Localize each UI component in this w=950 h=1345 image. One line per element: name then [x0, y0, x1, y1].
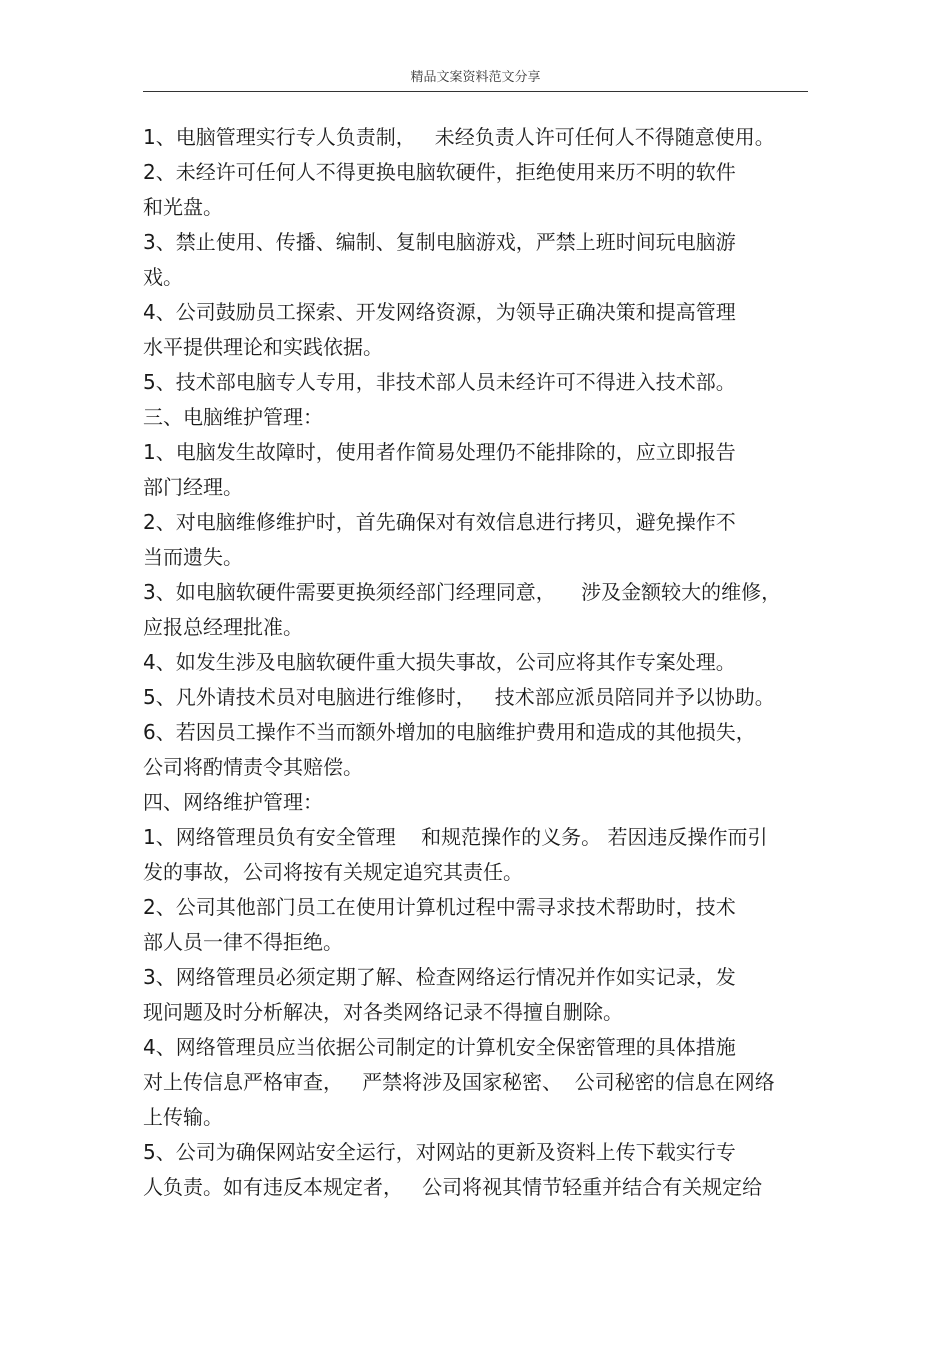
text-line: 3、禁止使用、传播、编制、复制电脑游戏，严禁上班时间玩电脑游 [143, 230, 736, 254]
text-line: 部人员一律不得拒绝。 [143, 930, 343, 954]
document-body [143, 120, 808, 1205]
text-line: 水平提供理论和实践依据。 [143, 335, 383, 359]
text-line: 1、网络管理员负有安全管理 和规范操作的义务。 若因违反操作而引 [143, 825, 768, 849]
text-line: 对上传信息严格审查， 严禁将涉及国家秘密、 公司秘密的信息在网络 [143, 1070, 775, 1094]
header-divider [143, 91, 808, 92]
text-line: 发的事故，公司将按有关规定追究其责任。 [143, 860, 523, 884]
text-line: 1、电脑发生故障时，使用者作简易处理仍不能排除的，应立即报告 [143, 440, 736, 464]
text-line: 戏。 [143, 265, 183, 289]
text-line: 4、网络管理员应当依据公司制定的计算机安全保密管理的具体措施 [143, 1035, 736, 1059]
text-line: 6、若因员工操作不当而额外增加的电脑维护费用和造成的其他损失， [143, 720, 756, 744]
section-heading: 四、网络维护管理： [143, 790, 323, 814]
text-line: 1、电脑管理实行专人负责制， 未经负责人许可任何人不得随意使用。 [143, 125, 775, 149]
text-line: 3、如电脑软硬件需要更换须经部门经理同意， 涉及金额较大的维修， [143, 580, 782, 604]
text-line: 应报总经理批准。 [143, 615, 303, 639]
text-line: 公司将酌情责令其赔偿。 [143, 755, 363, 779]
text-line: 3、网络管理员必须定期了解、检查网络运行情况并作如实记录，发 [143, 965, 736, 989]
page-header: 精品文案资料范文分享 [410, 70, 541, 85]
text-line: 部门经理。 [143, 475, 243, 499]
text-line: 5、技术部电脑专人专用，非技术部人员未经许可不得进入技术部。 [143, 370, 736, 394]
text-line: 和光盘。 [143, 195, 223, 219]
section-heading: 三、电脑维护管理： [143, 405, 323, 429]
text-line: 4、公司鼓励员工探索、开发网络资源，为领导正确决策和提高管理 [143, 300, 736, 324]
text-line: 2、公司其他部门员工在使用计算机过程中需寻求技术帮助时，技术 [143, 895, 736, 919]
text-line: 4、如发生涉及电脑软硬件重大损失事故，公司应将其作专案处理。 [143, 650, 736, 674]
text-line: 5、凡外请技术员对电脑进行维修时， 技术部应派员陪同并予以协助。 [143, 685, 775, 709]
text-line: 2、对电脑维修维护时，首先确保对有效信息进行拷贝，避免操作不 [143, 510, 736, 534]
text-line: 上传输。 [143, 1105, 223, 1129]
text-line: 2、未经许可任何人不得更换电脑软硬件，拒绝使用来历不明的软件 [143, 160, 736, 184]
text-line: 现问题及时分析解决，对各类网络记录不得擅自删除。 [143, 1000, 623, 1024]
text-line: 5、公司为确保网站安全运行，对网站的更新及资料上传下载实行专 [143, 1140, 736, 1164]
text-line: 当而遗失。 [143, 545, 243, 569]
text-line: 人负责。如有违反本规定者， 公司将视其情节轻重并结合有关规定给 [143, 1175, 763, 1199]
